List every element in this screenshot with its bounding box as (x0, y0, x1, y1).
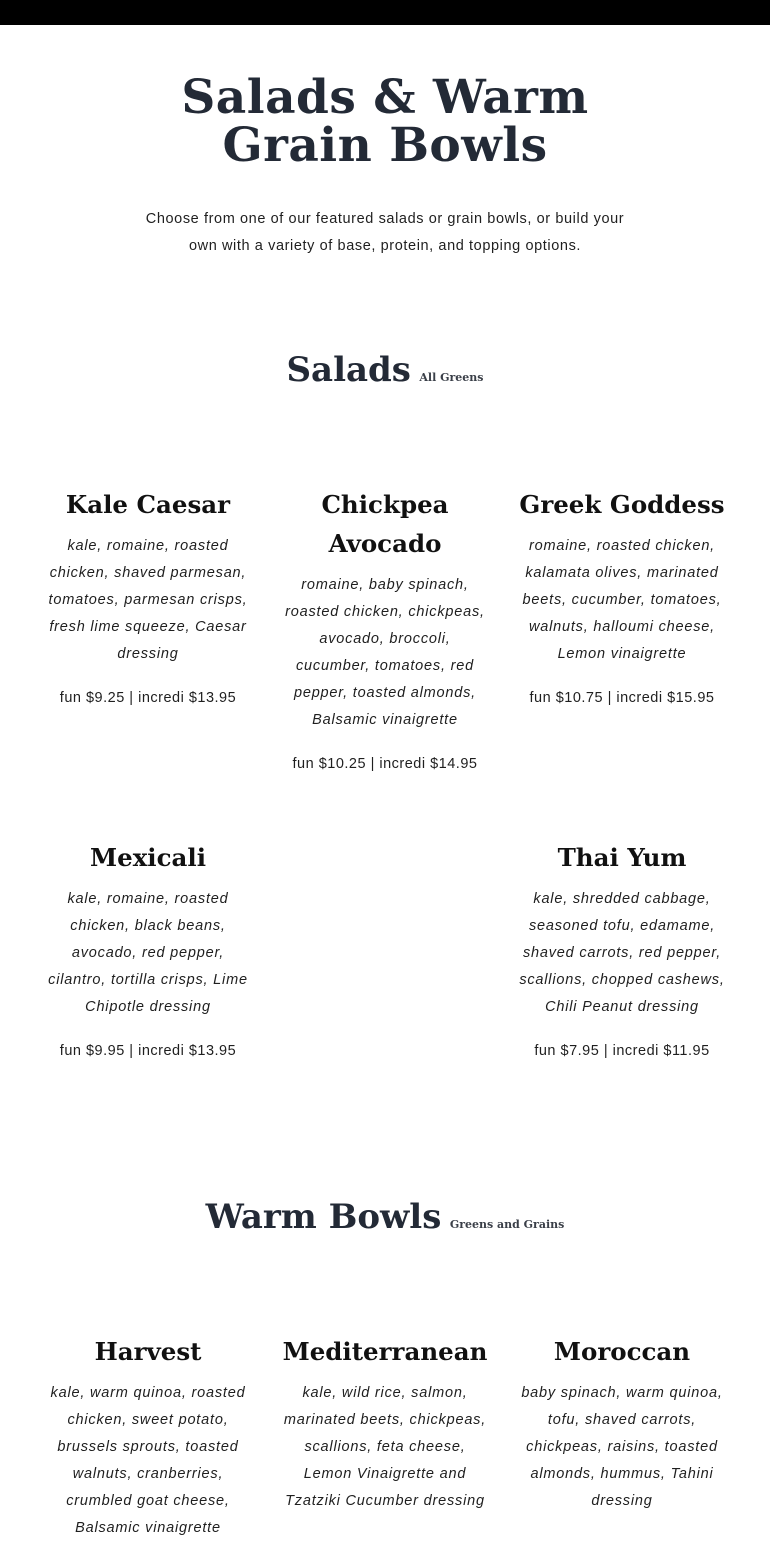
page-title-line-2: Grain Bowls (222, 118, 548, 173)
desc-line: kalamata olives, marinated (525, 565, 719, 581)
item-name: Moroccan (553, 1337, 691, 1366)
desc-line: tofu, shaved carrots, (547, 1412, 697, 1428)
item-name-line: Avocado (328, 529, 442, 558)
menu-item-mediterranean (270, 1332, 500, 1515)
menu-item-moroccan (507, 1332, 737, 1515)
item-name: Kale Caesar (65, 490, 231, 519)
item-name: Mexicali (89, 843, 207, 872)
desc-line: Lemon vinaigrette (557, 646, 687, 662)
desc-line: almonds, hummus, Tahini (530, 1466, 714, 1482)
item-name (270, 485, 500, 563)
intro-text (120, 206, 650, 260)
desc-line: fresh lime squeeze, Caesar (49, 619, 247, 635)
bowls-heading (0, 1197, 770, 1237)
item-price: fun $10.75 | incredi $15.95 (529, 690, 715, 706)
desc-line: marinated beets, chickpeas, (283, 1412, 487, 1428)
desc-line: scallions, feta cheese, (304, 1439, 466, 1455)
desc-line: cilantro, tortilla crisps, Lime (48, 972, 248, 988)
item-description (507, 533, 737, 668)
item-description (270, 1380, 500, 1515)
desc-line: seasoned tofu, edamame, (528, 918, 716, 934)
item-name: Thai Yum (557, 843, 687, 872)
desc-line: romaine, roasted chicken, (528, 538, 716, 554)
menu-item-kale-caesar (33, 485, 263, 708)
item-price: fun $9.95 | incredi $13.95 (59, 1043, 237, 1059)
desc-line: shaved carrots, red pepper, (522, 945, 722, 961)
menu-item-harvest (33, 1332, 263, 1542)
desc-line: Balsamic vinaigrette (75, 1520, 221, 1536)
desc-line: Tzatziki Cucumber dressing (285, 1493, 485, 1509)
desc-line: chickpeas, raisins, toasted (526, 1439, 718, 1455)
desc-line: walnuts, cranberries, (72, 1466, 224, 1482)
item-description (33, 886, 263, 1021)
desc-line: kale, warm quinoa, roasted (50, 1385, 246, 1401)
desc-line: kale, romaine, roasted (67, 538, 229, 554)
desc-line: kale, shredded cabbage, (533, 891, 711, 907)
bowls-title: Warm Bowls (205, 1197, 442, 1237)
item-description (33, 533, 263, 668)
item-description (33, 1380, 263, 1542)
salads-heading (0, 350, 770, 390)
desc-line: chicken, shaved parmesan, (49, 565, 247, 581)
desc-line: romaine, baby spinach, (301, 577, 469, 593)
desc-line: avocado, red pepper, (71, 945, 225, 961)
menu-item-greek-goddess (507, 485, 737, 708)
salads-title: Salads (286, 350, 411, 390)
top-bar (0, 0, 770, 25)
desc-line: walnuts, halloumi cheese, (528, 619, 716, 635)
intro-line-2: own with a variety of base, protein, and topping options. (188, 238, 582, 254)
menu-item-thai-yum (507, 838, 737, 1061)
intro-line-1: Choose from one of our featured salads or grain bowls, or build your (145, 211, 625, 227)
desc-line: pepper, toasted almonds, (293, 685, 477, 701)
page-title (0, 70, 770, 173)
menu-item-chickpea-avocado (270, 485, 500, 774)
item-price: fun $9.25 | incredi $13.95 (59, 690, 237, 706)
desc-line: dressing (591, 1493, 653, 1509)
desc-line: tomatoes, parmesan crisps, (48, 592, 248, 608)
desc-line: roasted chicken, chickpeas, (285, 604, 485, 620)
desc-line: chicken, black beans, (70, 918, 226, 934)
item-name: Mediterranean (282, 1337, 488, 1366)
desc-line: Chipotle dressing (85, 999, 211, 1015)
item-price: fun $10.25 | incredi $14.95 (292, 756, 478, 772)
item-description (507, 886, 737, 1021)
menu-item-mexicali (33, 838, 263, 1061)
page-title-line-1: Salads & Warm (181, 70, 589, 125)
item-name-line: Chickpea (321, 490, 449, 519)
desc-line: beets, cucumber, tomatoes, (522, 592, 722, 608)
desc-line: Lemon Vinaigrette and (303, 1466, 467, 1482)
item-description (270, 572, 500, 734)
desc-line: brussels sprouts, toasted (57, 1439, 239, 1455)
desc-line: avocado, broccoli, (319, 631, 451, 647)
item-description (507, 1380, 737, 1515)
desc-line: dressing (117, 646, 179, 662)
desc-line: crumbled goat cheese, (66, 1493, 230, 1509)
desc-line: Balsamic vinaigrette (312, 712, 458, 728)
desc-line: Chili Peanut dressing (545, 999, 699, 1015)
desc-line: kale, wild rice, salmon, (302, 1385, 468, 1401)
salads-subtitle: All Greens (419, 371, 484, 384)
item-price: fun $7.95 | incredi $11.95 (534, 1043, 710, 1059)
desc-line: scallions, chopped cashews, (519, 972, 725, 988)
desc-line: baby spinach, warm quinoa, (521, 1385, 723, 1401)
desc-line: chicken, sweet potato, (67, 1412, 229, 1428)
desc-line: cucumber, tomatoes, red (296, 658, 474, 674)
item-name: Greek Goddess (519, 490, 725, 519)
bowls-subtitle: Greens and Grains (449, 1218, 565, 1231)
desc-line: kale, romaine, roasted (67, 891, 229, 907)
item-name: Harvest (94, 1337, 202, 1366)
